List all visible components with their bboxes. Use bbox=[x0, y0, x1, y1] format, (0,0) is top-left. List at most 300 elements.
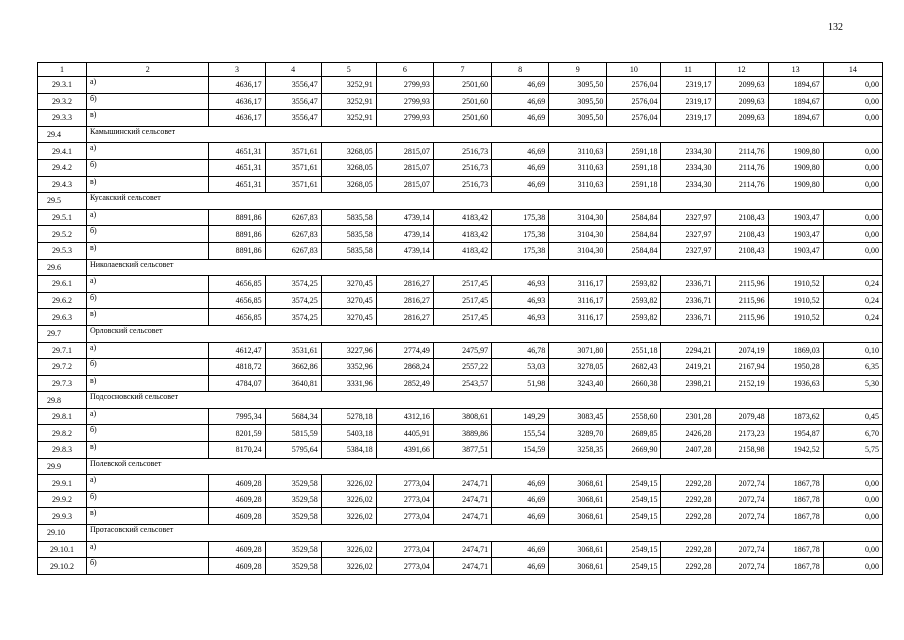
table-row bbox=[38, 276, 883, 293]
table-cell: 6,35 bbox=[823, 359, 882, 376]
table-cell: 3252,91 bbox=[321, 77, 376, 94]
group-row bbox=[38, 392, 883, 409]
column-header: 14 bbox=[823, 63, 882, 77]
table-cell: 2816,27 bbox=[376, 309, 433, 326]
table-cell: 3104,30 bbox=[549, 226, 607, 243]
table-cell: 2517,45 bbox=[433, 309, 491, 326]
row-code: 29.8 bbox=[38, 392, 87, 409]
table-cell: 46,69 bbox=[492, 541, 549, 558]
row-label: а) bbox=[86, 541, 208, 558]
table-cell: 2115,96 bbox=[715, 276, 768, 293]
column-header: 2 bbox=[86, 63, 208, 77]
table-cell: 0,10 bbox=[823, 342, 882, 359]
table-cell: 4651,31 bbox=[209, 176, 265, 193]
table-cell: 175,38 bbox=[492, 226, 549, 243]
table-cell: 0,24 bbox=[823, 276, 882, 293]
row-label: в) bbox=[86, 176, 208, 193]
table-cell: 2292,28 bbox=[661, 541, 715, 558]
table-cell: 3226,02 bbox=[321, 541, 376, 558]
table-cell: 3095,50 bbox=[549, 93, 607, 110]
row-label: в) bbox=[86, 375, 208, 392]
table-cell: 1894,67 bbox=[768, 93, 823, 110]
table-cell: 2301,28 bbox=[661, 408, 715, 425]
table-cell: 1903,47 bbox=[768, 242, 823, 259]
row-code: 29.10 bbox=[38, 525, 87, 542]
table-cell: 46,69 bbox=[492, 558, 549, 575]
table-cell: 3889,86 bbox=[433, 425, 491, 442]
table-cell: 46,78 bbox=[492, 342, 549, 359]
row-code: 29.3.3 bbox=[38, 110, 87, 127]
table-cell: 0,00 bbox=[823, 491, 882, 508]
table-cell: 4651,31 bbox=[209, 143, 265, 160]
table-cell: 3268,05 bbox=[321, 159, 376, 176]
table-cell: 2398,21 bbox=[661, 375, 715, 392]
table-cell: 3252,91 bbox=[321, 110, 376, 127]
row-code: 29.4.3 bbox=[38, 176, 87, 193]
row-code: 29.5.1 bbox=[38, 209, 87, 226]
table-cell: 6267,83 bbox=[265, 209, 321, 226]
row-code: 29.5 bbox=[38, 193, 87, 210]
column-header: 11 bbox=[661, 63, 715, 77]
table-cell: 2549,15 bbox=[607, 508, 661, 525]
table-cell: 1909,80 bbox=[768, 143, 823, 160]
table-cell: 4312,16 bbox=[376, 408, 433, 425]
table-cell: 2074,19 bbox=[715, 342, 768, 359]
table-cell: 3571,61 bbox=[265, 176, 321, 193]
table-cell: 2292,28 bbox=[661, 475, 715, 492]
table-cell: 4656,85 bbox=[209, 276, 265, 293]
row-code: 29.9.1 bbox=[38, 475, 87, 492]
row-code: 29.10.1 bbox=[38, 541, 87, 558]
table-cell: 154,59 bbox=[492, 442, 549, 459]
table-cell: 2319,17 bbox=[661, 110, 715, 127]
table-cell: 3068,61 bbox=[549, 508, 607, 525]
table-cell: 0,00 bbox=[823, 541, 882, 558]
group-row bbox=[38, 193, 883, 210]
table-cell: 2516,73 bbox=[433, 159, 491, 176]
table-cell: 3529,58 bbox=[265, 508, 321, 525]
table-cell: 4636,17 bbox=[209, 77, 265, 94]
table-cell: 0,00 bbox=[823, 242, 882, 259]
table-cell: 4183,42 bbox=[433, 226, 491, 243]
group-title: Николаевский сельсовет bbox=[86, 259, 882, 276]
table-cell: 2474,71 bbox=[433, 541, 491, 558]
table-cell: 46,69 bbox=[492, 143, 549, 160]
table-cell: 2549,15 bbox=[607, 475, 661, 492]
table-cell: 3226,02 bbox=[321, 491, 376, 508]
table-cell: 2593,82 bbox=[607, 309, 661, 326]
table-cell: 46,69 bbox=[492, 110, 549, 127]
table-cell: 2576,04 bbox=[607, 110, 661, 127]
row-label: б) bbox=[86, 558, 208, 575]
table-cell: 2419,21 bbox=[661, 359, 715, 376]
table-cell: 0,45 bbox=[823, 408, 882, 425]
row-code: 29.4 bbox=[38, 126, 87, 143]
table-cell: 2173,23 bbox=[715, 425, 768, 442]
table-cell: 6267,83 bbox=[265, 242, 321, 259]
table-cell: 2584,84 bbox=[607, 242, 661, 259]
table-cell: 1910,52 bbox=[768, 276, 823, 293]
column-header: 7 bbox=[433, 63, 491, 77]
table-cell: 0,00 bbox=[823, 110, 882, 127]
row-label: в) bbox=[86, 242, 208, 259]
table-row bbox=[38, 541, 883, 558]
row-label: б) bbox=[86, 93, 208, 110]
table-cell: 1909,80 bbox=[768, 159, 823, 176]
table-cell: 3268,05 bbox=[321, 176, 376, 193]
table-cell: 175,38 bbox=[492, 242, 549, 259]
table-cell: 53,03 bbox=[492, 359, 549, 376]
table-cell: 2114,76 bbox=[715, 143, 768, 160]
table-cell: 3529,58 bbox=[265, 558, 321, 575]
table-cell: 2868,24 bbox=[376, 359, 433, 376]
table-cell: 3270,45 bbox=[321, 309, 376, 326]
table-cell: 2773,04 bbox=[376, 541, 433, 558]
row-label: а) bbox=[86, 408, 208, 425]
row-label: в) bbox=[86, 309, 208, 326]
row-code: 29.3.2 bbox=[38, 93, 87, 110]
table-cell: 2099,63 bbox=[715, 93, 768, 110]
table-cell: 2591,18 bbox=[607, 159, 661, 176]
column-header: 8 bbox=[492, 63, 549, 77]
row-code: 29.6.1 bbox=[38, 276, 87, 293]
table-cell: 3574,25 bbox=[265, 309, 321, 326]
table-cell: 3104,30 bbox=[549, 209, 607, 226]
table-cell: 46,93 bbox=[492, 292, 549, 309]
table-cell: 4391,66 bbox=[376, 442, 433, 459]
table-cell: 1894,67 bbox=[768, 77, 823, 94]
group-row bbox=[38, 259, 883, 276]
header-row bbox=[38, 63, 883, 77]
row-label: а) bbox=[86, 77, 208, 94]
table-cell: 46,93 bbox=[492, 309, 549, 326]
table-row bbox=[38, 442, 883, 459]
row-code: 29.4.2 bbox=[38, 159, 87, 176]
table-cell: 3331,96 bbox=[321, 375, 376, 392]
table-cell: 51,98 bbox=[492, 375, 549, 392]
table-cell: 4739,14 bbox=[376, 226, 433, 243]
table-row bbox=[38, 143, 883, 160]
table-body bbox=[38, 63, 883, 575]
table-cell: 2576,04 bbox=[607, 77, 661, 94]
table-cell: 3110,63 bbox=[549, 176, 607, 193]
table-cell: 5795,64 bbox=[265, 442, 321, 459]
table-cell: 3258,35 bbox=[549, 442, 607, 459]
table-cell: 3068,61 bbox=[549, 475, 607, 492]
table-cell: 5835,58 bbox=[321, 226, 376, 243]
table-cell: 2474,71 bbox=[433, 491, 491, 508]
table-cell: 2799,93 bbox=[376, 93, 433, 110]
table-cell: 1867,78 bbox=[768, 491, 823, 508]
table-cell: 3243,40 bbox=[549, 375, 607, 392]
table-cell: 1903,47 bbox=[768, 209, 823, 226]
table-cell: 2852,49 bbox=[376, 375, 433, 392]
row-code: 29.6.3 bbox=[38, 309, 87, 326]
table-cell: 1936,63 bbox=[768, 375, 823, 392]
table-cell: 4636,17 bbox=[209, 110, 265, 127]
table-cell: 2407,28 bbox=[661, 442, 715, 459]
table-cell: 2115,96 bbox=[715, 292, 768, 309]
table-cell: 2517,45 bbox=[433, 292, 491, 309]
table-cell: 1910,52 bbox=[768, 292, 823, 309]
column-header: 9 bbox=[549, 63, 607, 77]
group-title: Камышинский сельсовет bbox=[86, 126, 882, 143]
row-code: 29.4.1 bbox=[38, 143, 87, 160]
table-cell: 2108,43 bbox=[715, 242, 768, 259]
table-cell: 2773,04 bbox=[376, 558, 433, 575]
table-cell: 2591,18 bbox=[607, 176, 661, 193]
table-cell: 3662,86 bbox=[265, 359, 321, 376]
column-header: 12 bbox=[715, 63, 768, 77]
table-cell: 46,69 bbox=[492, 491, 549, 508]
table-cell: 2774,49 bbox=[376, 342, 433, 359]
row-label: а) bbox=[86, 276, 208, 293]
group-title: Кусакский сельсовет bbox=[86, 193, 882, 210]
group-title: Орловский сельсовет bbox=[86, 325, 882, 342]
table-cell: 3104,30 bbox=[549, 242, 607, 259]
table-row bbox=[38, 292, 883, 309]
table-row bbox=[38, 77, 883, 94]
row-code: 29.7.2 bbox=[38, 359, 87, 376]
table-cell: 4405,91 bbox=[376, 425, 433, 442]
table-cell: 46,69 bbox=[492, 159, 549, 176]
table-cell: 4818,72 bbox=[209, 359, 265, 376]
table-cell: 1867,78 bbox=[768, 508, 823, 525]
table-cell: 175,38 bbox=[492, 209, 549, 226]
table-cell: 46,69 bbox=[492, 508, 549, 525]
table-cell: 2576,04 bbox=[607, 93, 661, 110]
table-cell: 2294,21 bbox=[661, 342, 715, 359]
table-cell: 3095,50 bbox=[549, 77, 607, 94]
table-cell: 2336,71 bbox=[661, 292, 715, 309]
row-label: а) bbox=[86, 342, 208, 359]
table-cell: 2558,60 bbox=[607, 408, 661, 425]
table-cell: 2292,28 bbox=[661, 491, 715, 508]
table-row bbox=[38, 375, 883, 392]
table-cell: 3278,05 bbox=[549, 359, 607, 376]
table-cell: 2682,43 bbox=[607, 359, 661, 376]
table-cell: 1894,67 bbox=[768, 110, 823, 127]
row-code: 29.8.3 bbox=[38, 442, 87, 459]
row-label: в) bbox=[86, 442, 208, 459]
table-cell: 1954,87 bbox=[768, 425, 823, 442]
table-cell: 4739,14 bbox=[376, 242, 433, 259]
row-code: 29.6 bbox=[38, 259, 87, 276]
table-cell: 2327,97 bbox=[661, 226, 715, 243]
row-code: 29.7 bbox=[38, 325, 87, 342]
row-code: 29.5.2 bbox=[38, 226, 87, 243]
table-row bbox=[38, 209, 883, 226]
row-label: а) bbox=[86, 475, 208, 492]
table-cell: 2327,97 bbox=[661, 209, 715, 226]
table-cell: 2152,19 bbox=[715, 375, 768, 392]
table-cell: 2501,60 bbox=[433, 93, 491, 110]
group-title: Полевской сельсовет bbox=[86, 458, 882, 475]
row-label: б) bbox=[86, 226, 208, 243]
table-cell: 155,54 bbox=[492, 425, 549, 442]
group-title: Подсосновский сельсовет bbox=[86, 392, 882, 409]
table-row bbox=[38, 359, 883, 376]
table-cell: 7995,34 bbox=[209, 408, 265, 425]
table-cell: 2072,74 bbox=[715, 508, 768, 525]
table-cell: 46,69 bbox=[492, 77, 549, 94]
table-cell: 2319,17 bbox=[661, 93, 715, 110]
table-cell: 8891,86 bbox=[209, 242, 265, 259]
table-cell: 2517,45 bbox=[433, 276, 491, 293]
table-cell: 2669,90 bbox=[607, 442, 661, 459]
table-cell: 2593,82 bbox=[607, 276, 661, 293]
table-cell: 1903,47 bbox=[768, 226, 823, 243]
table-cell: 3270,45 bbox=[321, 276, 376, 293]
row-code: 29.7.3 bbox=[38, 375, 87, 392]
table-cell: 0,00 bbox=[823, 159, 882, 176]
table-cell: 2815,07 bbox=[376, 159, 433, 176]
table-cell: 4183,42 bbox=[433, 242, 491, 259]
table-cell: 5815,59 bbox=[265, 425, 321, 442]
table-cell: 3226,02 bbox=[321, 508, 376, 525]
row-label: в) bbox=[86, 508, 208, 525]
table-cell: 2516,73 bbox=[433, 176, 491, 193]
row-label: б) bbox=[86, 425, 208, 442]
table-cell: 2099,63 bbox=[715, 110, 768, 127]
table-cell: 2334,30 bbox=[661, 176, 715, 193]
table-cell: 2474,71 bbox=[433, 508, 491, 525]
table-cell: 2072,74 bbox=[715, 475, 768, 492]
column-header: 10 bbox=[607, 63, 661, 77]
table-cell: 2549,15 bbox=[607, 541, 661, 558]
table-cell: 4656,85 bbox=[209, 309, 265, 326]
table-row bbox=[38, 110, 883, 127]
row-code: 29.5.3 bbox=[38, 242, 87, 259]
row-label: б) bbox=[86, 359, 208, 376]
table-cell: 8170,24 bbox=[209, 442, 265, 459]
table-cell: 5278,18 bbox=[321, 408, 376, 425]
table-cell: 8201,59 bbox=[209, 425, 265, 442]
row-label: а) bbox=[86, 209, 208, 226]
table-cell: 2816,27 bbox=[376, 276, 433, 293]
table-cell: 3529,58 bbox=[265, 491, 321, 508]
column-header: 13 bbox=[768, 63, 823, 77]
page-number: 132 bbox=[828, 22, 843, 33]
table-cell: 1910,52 bbox=[768, 309, 823, 326]
row-label: б) bbox=[86, 159, 208, 176]
table-cell: 5835,58 bbox=[321, 242, 376, 259]
row-code: 29.10.2 bbox=[38, 558, 87, 575]
table-cell: 3571,61 bbox=[265, 143, 321, 160]
table-cell: 3116,17 bbox=[549, 276, 607, 293]
table-cell: 4651,31 bbox=[209, 159, 265, 176]
table-cell: 4609,28 bbox=[209, 491, 265, 508]
table-cell: 3083,45 bbox=[549, 408, 607, 425]
table-row bbox=[38, 558, 883, 575]
table-cell: 4609,28 bbox=[209, 541, 265, 558]
table-row bbox=[38, 508, 883, 525]
table-cell: 3226,02 bbox=[321, 475, 376, 492]
table-cell: 2543,57 bbox=[433, 375, 491, 392]
table-cell: 1867,78 bbox=[768, 475, 823, 492]
table-cell: 2158,98 bbox=[715, 442, 768, 459]
table-cell: 2815,07 bbox=[376, 143, 433, 160]
table-cell: 4609,28 bbox=[209, 558, 265, 575]
table-row bbox=[38, 242, 883, 259]
table-cell: 1867,78 bbox=[768, 558, 823, 575]
column-header: 1 bbox=[38, 63, 87, 77]
table-cell: 2773,04 bbox=[376, 491, 433, 508]
table-cell: 2474,71 bbox=[433, 475, 491, 492]
table-cell: 5,75 bbox=[823, 442, 882, 459]
table-cell: 0,00 bbox=[823, 143, 882, 160]
table-cell: 5403,18 bbox=[321, 425, 376, 442]
table-cell: 2108,43 bbox=[715, 209, 768, 226]
table-cell: 2327,97 bbox=[661, 242, 715, 259]
table-cell: 3116,17 bbox=[549, 309, 607, 326]
table-cell: 5384,18 bbox=[321, 442, 376, 459]
table-cell: 2799,93 bbox=[376, 77, 433, 94]
table-cell: 0,00 bbox=[823, 508, 882, 525]
table-cell: 2816,27 bbox=[376, 292, 433, 309]
table-cell: 2689,85 bbox=[607, 425, 661, 442]
table-cell: 4784,07 bbox=[209, 375, 265, 392]
table-cell: 3556,47 bbox=[265, 77, 321, 94]
table-cell: 1869,03 bbox=[768, 342, 823, 359]
table-row bbox=[38, 342, 883, 359]
table-cell: 2501,60 bbox=[433, 110, 491, 127]
table-cell: 3574,25 bbox=[265, 276, 321, 293]
table-cell: 2660,38 bbox=[607, 375, 661, 392]
table-cell: 6267,83 bbox=[265, 226, 321, 243]
table-cell: 2549,15 bbox=[607, 558, 661, 575]
table-cell: 46,69 bbox=[492, 93, 549, 110]
table-cell: 3095,50 bbox=[549, 110, 607, 127]
table-cell: 2551,18 bbox=[607, 342, 661, 359]
table-cell: 3110,63 bbox=[549, 143, 607, 160]
table-cell: 1867,78 bbox=[768, 541, 823, 558]
table-cell: 0,00 bbox=[823, 176, 882, 193]
table-cell: 0,24 bbox=[823, 309, 882, 326]
table-cell: 0,00 bbox=[823, 209, 882, 226]
column-header: 4 bbox=[265, 63, 321, 77]
table-cell: 2072,74 bbox=[715, 541, 768, 558]
table-cell: 46,69 bbox=[492, 475, 549, 492]
table-cell: 3252,91 bbox=[321, 93, 376, 110]
row-code: 29.3.1 bbox=[38, 77, 87, 94]
table-cell: 2501,60 bbox=[433, 77, 491, 94]
table-cell: 8891,86 bbox=[209, 209, 265, 226]
table-cell: 3556,47 bbox=[265, 110, 321, 127]
table-cell: 3877,51 bbox=[433, 442, 491, 459]
row-code: 29.9 bbox=[38, 458, 87, 475]
row-code: 29.9.2 bbox=[38, 491, 87, 508]
group-row bbox=[38, 525, 883, 542]
table-row bbox=[38, 491, 883, 508]
table-cell: 2557,22 bbox=[433, 359, 491, 376]
table-cell: 3531,61 bbox=[265, 342, 321, 359]
table-cell: 2516,73 bbox=[433, 143, 491, 160]
table-cell: 3556,47 bbox=[265, 93, 321, 110]
table-cell: 2475,97 bbox=[433, 342, 491, 359]
table-cell: 2584,84 bbox=[607, 226, 661, 243]
table-cell: 1950,28 bbox=[768, 359, 823, 376]
table-cell: 46,93 bbox=[492, 276, 549, 293]
table-cell: 8891,86 bbox=[209, 226, 265, 243]
table-row bbox=[38, 309, 883, 326]
table-row bbox=[38, 176, 883, 193]
table-cell: 1942,52 bbox=[768, 442, 823, 459]
table-cell: 3529,58 bbox=[265, 541, 321, 558]
row-code: 29.8.1 bbox=[38, 408, 87, 425]
table-cell: 2584,84 bbox=[607, 209, 661, 226]
table-cell: 2115,96 bbox=[715, 309, 768, 326]
